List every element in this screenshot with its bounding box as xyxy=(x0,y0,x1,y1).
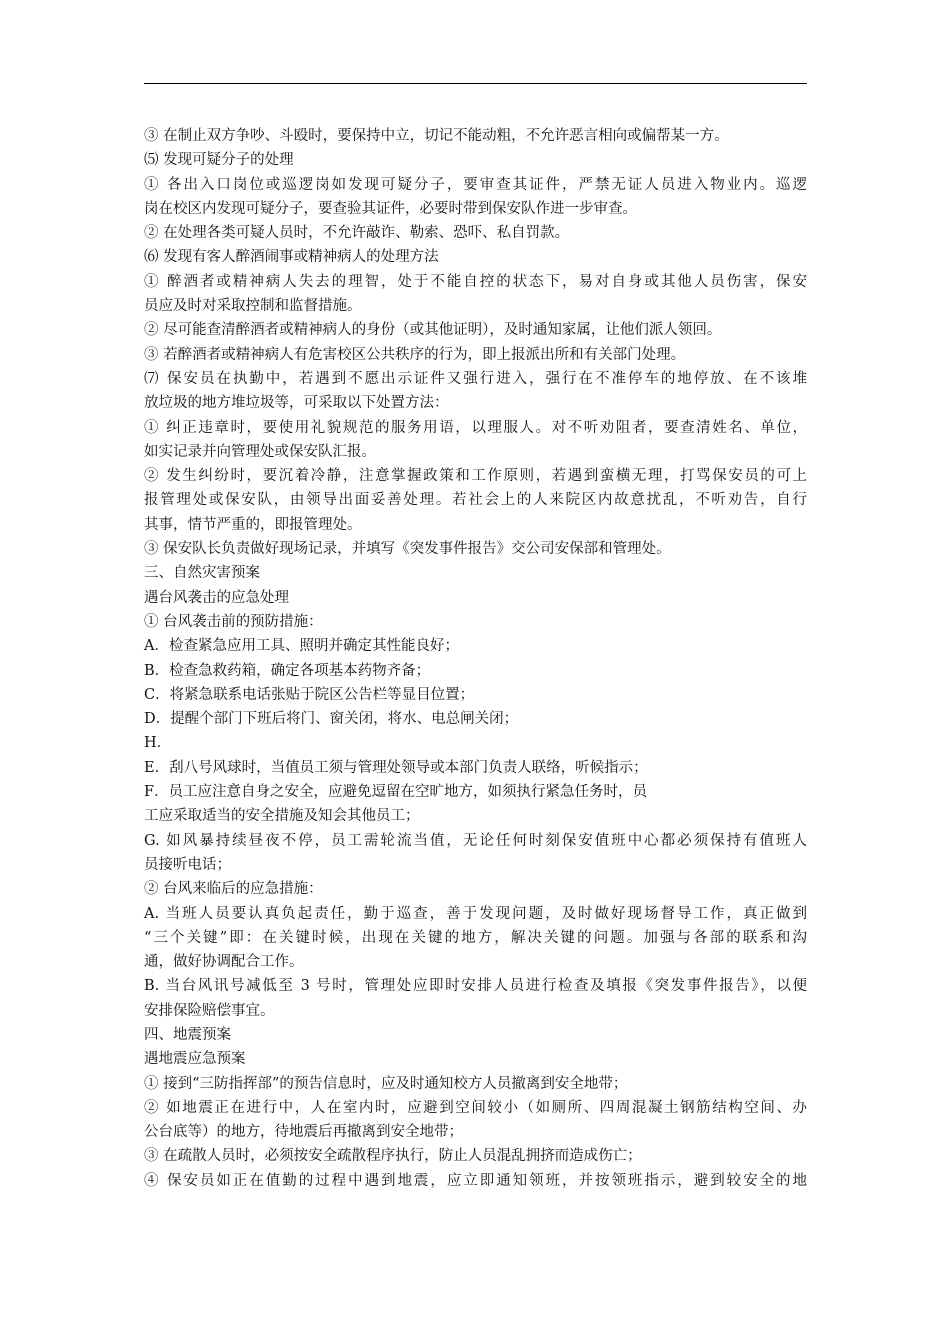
text-line: 三、自然灾害预案 xyxy=(144,565,260,582)
text-line: C．将紧急联系电话张贴于院区公告栏等显目位置； xyxy=(144,686,475,703)
text-line: “三个关键”即：在关键时候，出现在关键的地方，解决关键的问题。加强与各部的联系和沟 xyxy=(144,929,807,946)
text-line: 安排保险赔偿事宜。 xyxy=(144,1002,275,1019)
text-line: ② 发生纠纷时，要沉着冷静，注意掌握政策和工作原则，若遇到蛮横无理，打骂保安员的可上 xyxy=(144,468,807,485)
text-line: ⑺ 保安员在执勤中，若遇到不愿出示证件又强行进入，强行在不准停车的地停放、在不该堆 xyxy=(144,370,807,387)
text-line: ④ 保安员如正在值勤的过程中遇到地震，应立即通知领班，并按领班指示，避到较安全的地 xyxy=(144,1172,807,1189)
text-line: B．检查急救药箱，确定各项基本药物齐备； xyxy=(144,662,431,679)
text-line: F．员工应注意自身之安全，应避免逗留在空旷地方，如须执行紧急任务时，员 xyxy=(144,784,648,801)
text-line: 遇地震应急预案 xyxy=(144,1051,246,1068)
text-line: ③ 若醉酒者或精神病人有危害校区公共秩序的行为，即上报派出所和有关部门处理。 xyxy=(144,346,686,363)
text-line: ③ 在制止双方争吵、斗殴时，要保持中立，切记不能动粗，不允许恶言相向或偏帮某一方。 xyxy=(144,128,729,144)
text-line: ⑸ 发现可疑分子的处理 xyxy=(144,152,294,169)
text-line: ② 如地震正在进行中，人在室内时，应避到空间较小（如厕所、四周混凝土钢筋结构空间、办 xyxy=(144,1099,807,1116)
text-line: G. 如风暴持续昼夜不停，员工需轮流当值，无论任何时刻保安值班中心都必须保持有值班人 xyxy=(144,832,807,849)
text-line: A. 当班人员要认真负起责任，勤于巡查，善于发现问题，及时做好现场督导工作，真正做到 xyxy=(144,905,807,922)
text-line: 如实记录并向管理处或保安队汇报。 xyxy=(144,443,376,460)
text-line: 员应及时对采取控制和监督措施。 xyxy=(144,298,362,315)
text-line: H． xyxy=(144,735,172,752)
text-line: 公台底等）的地方，待地震后再撤离到安全地带； xyxy=(144,1124,463,1141)
text-line: ③ 在疏散人员时，必须按安全疏散程序执行，防止人员混乱拥挤而造成伤亡； xyxy=(144,1148,642,1165)
text-line: ② 在处理各类可疑人员时，不允许敲诈、勒索、恐吓、私自罚款。 xyxy=(144,225,570,242)
document-body xyxy=(144,124,807,1193)
text-line: ① 各出入口岗位或巡逻岗如发现可疑分子，要审查其证件，严禁无证人员进入物业内。巡逻 xyxy=(144,176,807,193)
text-line: 放垃圾的地方堆垃圾等，可采取以下处置方法： xyxy=(144,395,449,412)
text-line: E．刮八号风球时，当值员工须与管理处领导或本部门负责人联络，听候指示； xyxy=(144,759,648,776)
text-line: B. 当台风讯号减低至 3 号时，管理处应即时安排人员进行检查及填报《突发事件报告》，以便 xyxy=(144,978,807,995)
text-line: 员接听电话； xyxy=(144,856,231,873)
text-line: ① 纠正违章时，要使用礼貌规范的服务用语，以理服人。对不听劝阻者，要查清姓名、单位， xyxy=(144,419,807,436)
text-line: A．检查紧急应用工具、照明并确定其性能良好； xyxy=(144,638,459,655)
text-line: 工应采取适当的安全措施及知会其他员工； xyxy=(144,808,420,825)
text-line: 通，做好协调配合工作。 xyxy=(144,954,304,971)
text-line: 报管理处或保安队，由领导出面妥善处理。若社会上的人来院区内故意扰乱，不听劝告，自行 xyxy=(144,492,807,509)
text-line: 其事，情节严重的，即报管理处。 xyxy=(144,516,362,533)
header-rule xyxy=(144,83,807,84)
text-line: ③ 保安队长负责做好现场记录，并填写《突发事件报告》交公司安保部和管理处。 xyxy=(144,541,671,558)
text-line: ② 尽可能查清醉酒者或精神病人的身份（或其他证明），及时通知家属，让他们派人领回。 xyxy=(144,322,722,339)
text-line: ⑹ 发现有客人醉酒闹事或精神病人的处理方法 xyxy=(144,249,439,266)
text-line: ① 醉酒者或精神病人失去的理智，处于不能自控的状态下，易对自身或其他人员伤害，保安 xyxy=(144,273,807,290)
text-line: 岗在校区内发现可疑分子，要查验其证件，必要时带到保安队作进一步审查。 xyxy=(144,200,637,217)
text-line: ① 台风袭击前的预防措施： xyxy=(144,613,323,630)
text-line: ② 台风来临后的应急措施： xyxy=(144,881,323,898)
text-line: 遇台风袭击的应急处理 xyxy=(144,589,289,606)
text-line: 四、地震预案 xyxy=(144,1026,231,1043)
text-line: ① 接到“三防指挥部”的预告信息时，应及时通知校方人员撤离到安全地带； xyxy=(144,1075,628,1092)
text-line: D．提醒个部门下班后将门、窗关闭，将水、电总闸关闭； xyxy=(144,711,519,728)
